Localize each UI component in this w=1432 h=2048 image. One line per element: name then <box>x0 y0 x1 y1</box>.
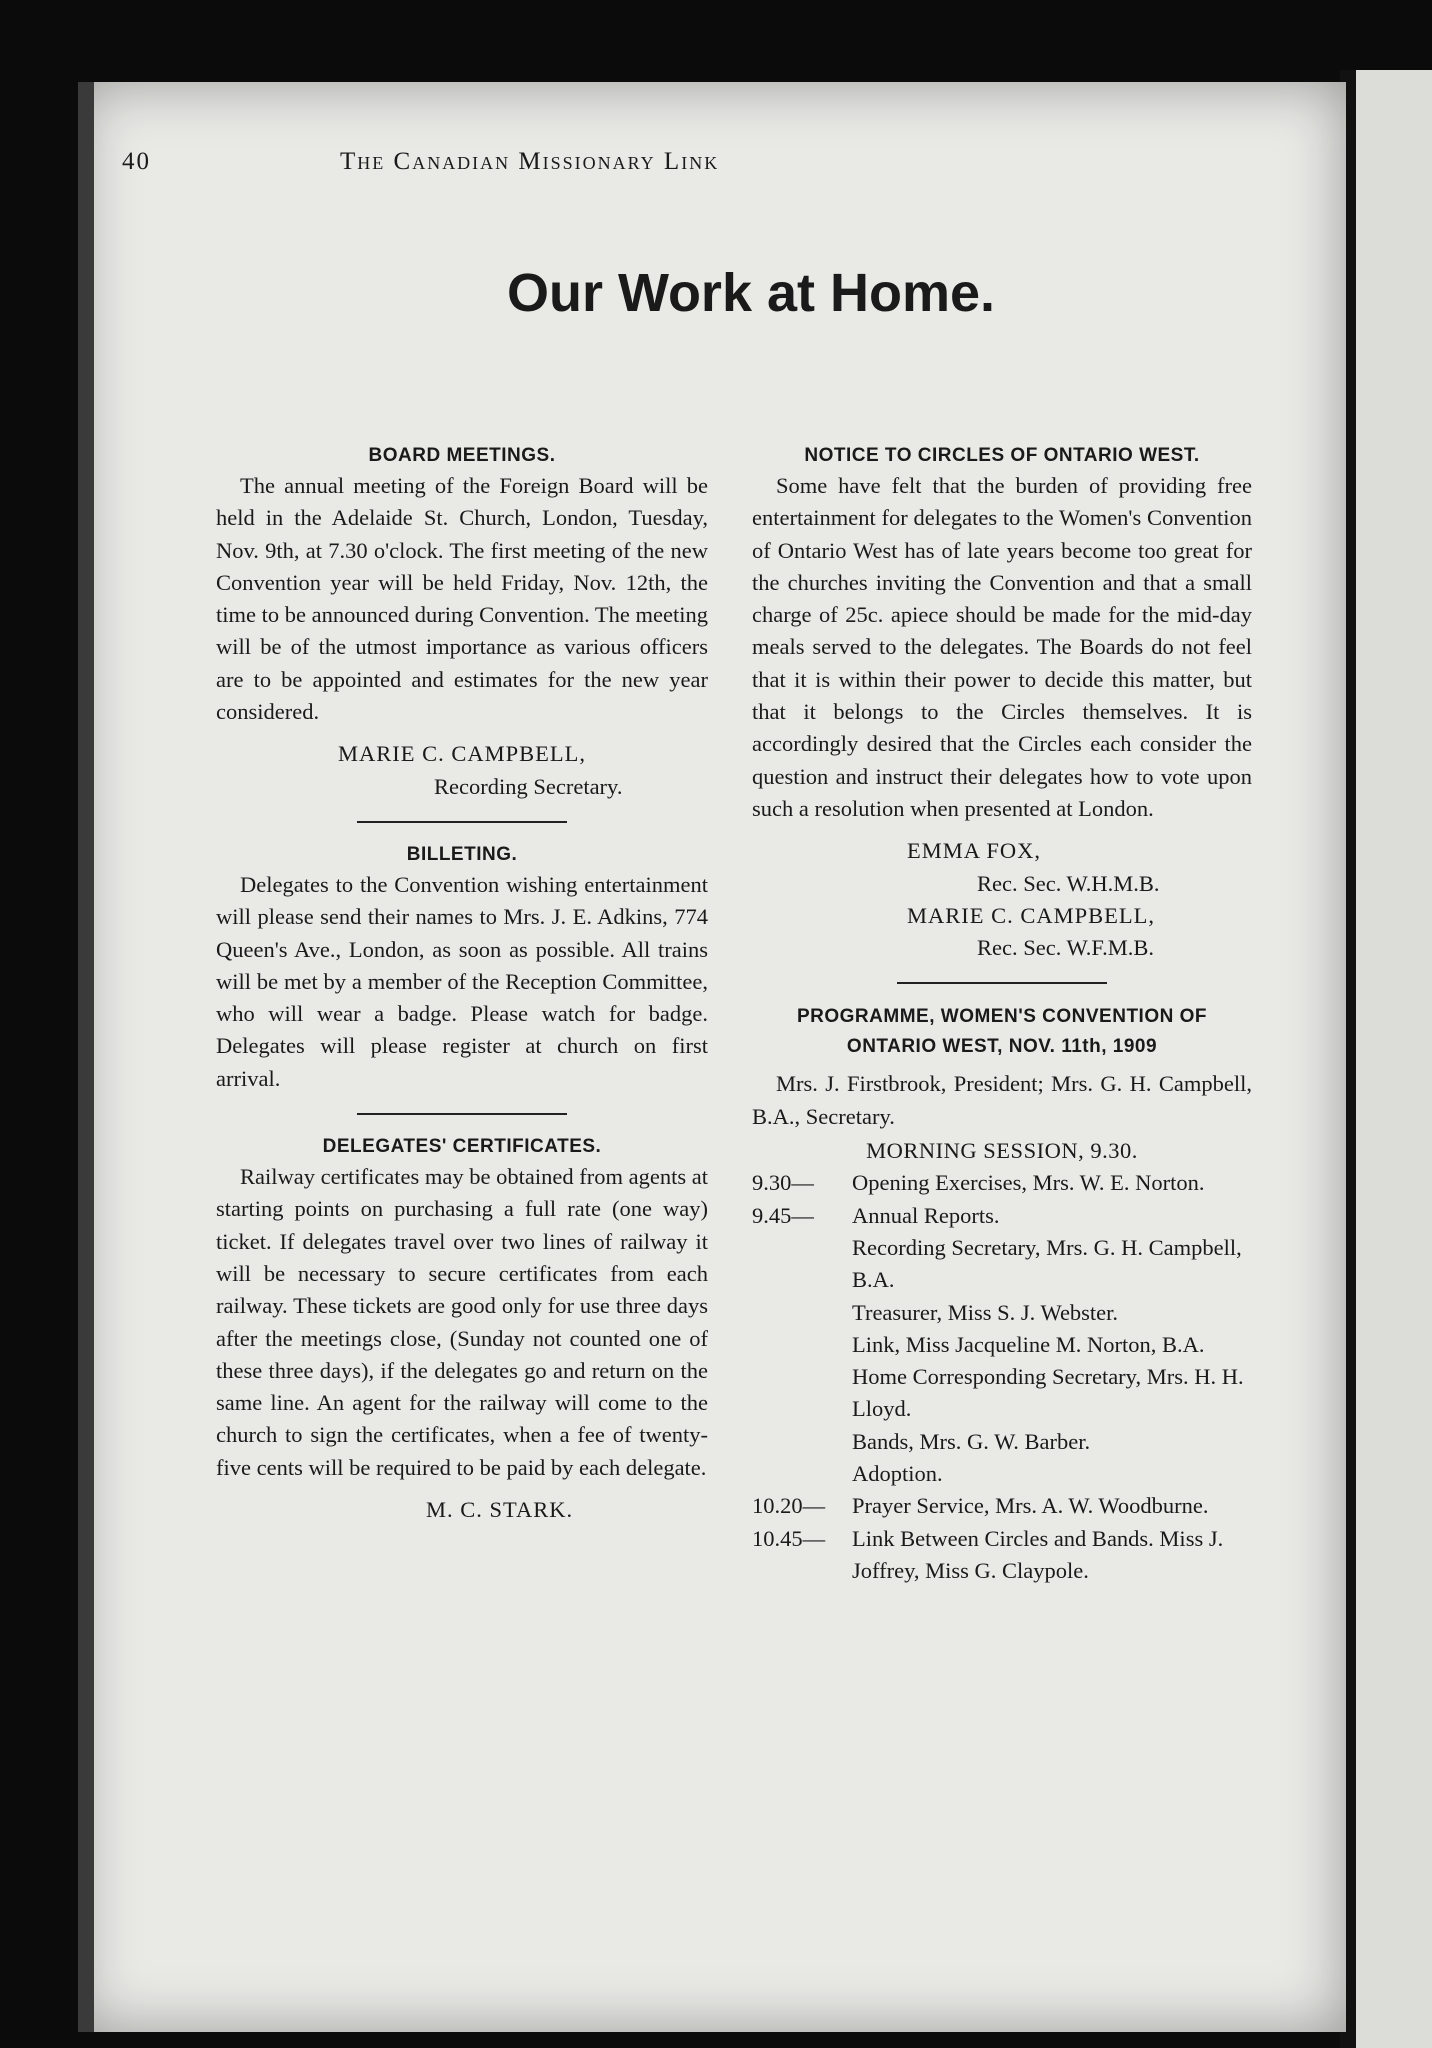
programme-item <box>752 1490 1252 1522</box>
programme-item-text: Annual Reports. <box>852 1202 1000 1228</box>
programme-item <box>752 1200 1252 1232</box>
programme-item <box>752 1167 1252 1199</box>
programme-item-text: Link Between Circles and Bands. Miss J. Joffrey, Miss G. Claypole. <box>852 1525 1224 1583</box>
page-number: 40 <box>122 148 151 175</box>
programme-item-text: Prayer Service, Mrs. A. W. Woodburne. <box>852 1493 1209 1519</box>
certificates-signature: M. C. STARK. <box>426 1497 574 1523</box>
certificates-heading: DELEGATES' CERTIFICATES. <box>322 1136 602 1158</box>
billeting-body: Delegates to the Convention wishing entertainment will please send their names to Mrs. J. E. Adkins, 774 Queen's Ave., London, as soon as possible. All trains will be met by a member of the Reception Committee, who will wear a badge. Please watch for badge. Delegates will please register at church on first arrival. <box>216 871 708 1091</box>
board-meetings-signature-name: MARIE C. CAMPBELL, <box>338 741 587 767</box>
report-entry: Treasurer, Miss S. J. Webster. <box>852 1299 1119 1325</box>
morning-session-heading: MORNING SESSION, 9.30. <box>866 1138 1138 1164</box>
board-meetings-signature-title: Recording Secretary. <box>434 773 623 799</box>
billeting-heading: BILLETING. <box>406 843 518 865</box>
report-entry: Home Corresponding Secretary, Mrs. H. H. Lloyd. <box>852 1364 1244 1422</box>
section-divider <box>357 1113 567 1115</box>
report-entry: Bands, Mrs. G. W. Barber. <box>852 1428 1091 1454</box>
binding-shadow <box>78 82 94 2032</box>
report-entry: Adoption. <box>852 1461 943 1487</box>
programme-item <box>752 1523 1252 1588</box>
programme-heading: PROGRAMME, WOMEN'S CONVENTION OF ONTARIO WEST, NOV. 11th, 1909 <box>796 1006 1208 1058</box>
right-column <box>752 442 1252 1587</box>
section-divider <box>897 982 1107 984</box>
programme-item-time: 9.45— <box>752 1202 814 1228</box>
notice-body: Some have felt that the burden of providing free entertainment for delegates to the Women's Convention of Ontario West has of late years become too great for the churches inviting the Convention and that a small charge of 25c. apiece should be made for the mid-day meals served to the delegates. The Boards do not feel that it is within their power to decide this matter, but that it belongs to the Circles themselves. It is accordingly desired that the Circles each consider the question and instruct their delegates how to vote upon such a resolution when presented at London. <box>752 473 1252 821</box>
left-column <box>216 442 708 1526</box>
notice-signature2-title: Rec. Sec. W.F.M.B. <box>977 935 1154 961</box>
programme-officers: Mrs. J. Firstbrook, President; Mrs. G. H. Campbell, B.A., Secretary. <box>752 1071 1252 1129</box>
section-divider <box>357 821 567 823</box>
journal-title: The Canadian Missionary Link <box>340 148 720 175</box>
programme-item-text: Opening Exercises, Mrs. W. E. Norton. <box>852 1170 1205 1196</box>
certificates-body: Railway certificates may be obtained from agents at starting points on purchasing a full rate (one way) ticket. If delegates travel over two lines of railway it will be necessary to secure certificates from each railway. These tickets are good only for use three days after the meetings close, (Sunday not counted one of these three days), if the delegates go and return on the same line. An agent for the railway will come to the church to sign the certificates, when a fee of twenty-five cents will be required to be paid by each delegate. <box>216 1164 708 1480</box>
report-entry: Recording Secretary, Mrs. G. H. Campbell, B.A. <box>852 1234 1242 1293</box>
article-title: Our Work at Home. <box>506 263 996 323</box>
programme-item-time: 10.20— <box>752 1493 826 1519</box>
facing-page-edge <box>1356 70 1432 2048</box>
board-meetings-body: The annual meeting of the Foreign Board will be held in the Adelaide St. Church, London, Tuesday, Nov. 9th, at 7.30 o'clock. The first meeting of the new Convention year will be held Friday, Nov. 12th, the time to be announced during Convention. The meeting will be of the utmost importance as various officers are to be appointed and estimates for the new year considered. <box>216 473 708 725</box>
report-entry: Link, Miss Jacqueline M. Norton, B.A. <box>852 1331 1205 1357</box>
notice-heading: NOTICE TO CIRCLES OF ONTARIO WEST. <box>804 445 1200 466</box>
programme-item-time: 10.45— <box>752 1525 826 1551</box>
notice-signature1-title: Rec. Sec. W.H.M.B. <box>977 870 1160 896</box>
programme-item-time: 9.30— <box>752 1170 814 1196</box>
board-meetings-heading: BOARD MEETINGS. <box>368 445 556 466</box>
notice-signature2-name: MARIE C. CAMPBELL, <box>907 902 1156 928</box>
notice-signature1-name: EMMA FOX, <box>907 838 1042 864</box>
